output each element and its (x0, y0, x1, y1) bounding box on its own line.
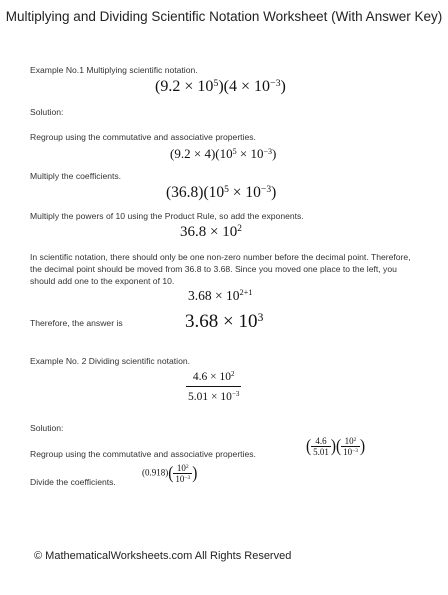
example2-step2-math: (0.918)( $\frac{10^2}{10^{-3}}$ ) (142, 463, 198, 484)
example1-solution-label: Solution: (30, 107, 64, 117)
example1-step1-text: Regroup using the commutative and associative properties. (30, 132, 256, 142)
example1-step4-math: $3.68 \times 10^{2+1}$ (188, 288, 253, 303)
example2-step2-text: Divide the coefficients. (30, 477, 116, 487)
example2-solution-label: Solution: (30, 423, 64, 433)
page-title: Multiplying and Dividing Scientific Notation Worksheet (With Answer Key) (5, 9, 443, 24)
example1-step2-math: $(36.8)(10^5 \times 10^{-3})$ (166, 183, 277, 201)
example1-step1-math: $(9.2 \times 4)(10^5 \times 10^{-3})$ (170, 146, 277, 161)
example1-step3-text: Multiply the powers of 10 using the Product Rule, so add the exponents. (30, 211, 304, 221)
example1-step3-math: $36.8 \times 10^2$ (180, 223, 242, 240)
example1-step2-text: Multiply the coefficients. (30, 171, 122, 181)
example2-problem: $\frac{4.6 \times 10^2}{5.01 \times 10^{-3}}$ (188, 370, 240, 403)
example1-step4-text: In scientific notation, there should only be one non-zero number before the decimal point. Therefore, the decimal point should be moved from 36.8 to 3.68. Since you moved one place to the left, you should add one to the exponent of 10. (30, 252, 411, 286)
example1-answer-math: $3.68 \times 10^3$ (185, 310, 264, 332)
example1-heading: Example No.1 Multiplying scientific notation. (30, 65, 198, 75)
example1-answer-label: Therefore, the answer is (30, 318, 123, 328)
example2-heading: Example No. 2 Dividing scientific notation. (30, 356, 191, 366)
copyright-footer: © MathematicalWorksheets.com All Rights Reserved (34, 550, 292, 562)
example2-step1-text: Regroup using the commutative and associative properties. (30, 449, 256, 459)
example1-problem: $(9.2 \times 10^5)(4 \times 10^{-3})$ (155, 77, 286, 95)
example2-step1-math: ( $\frac{4.6}{5.01}$ )( $\frac{10^2}{10^{-3}}$ ) (306, 436, 366, 457)
